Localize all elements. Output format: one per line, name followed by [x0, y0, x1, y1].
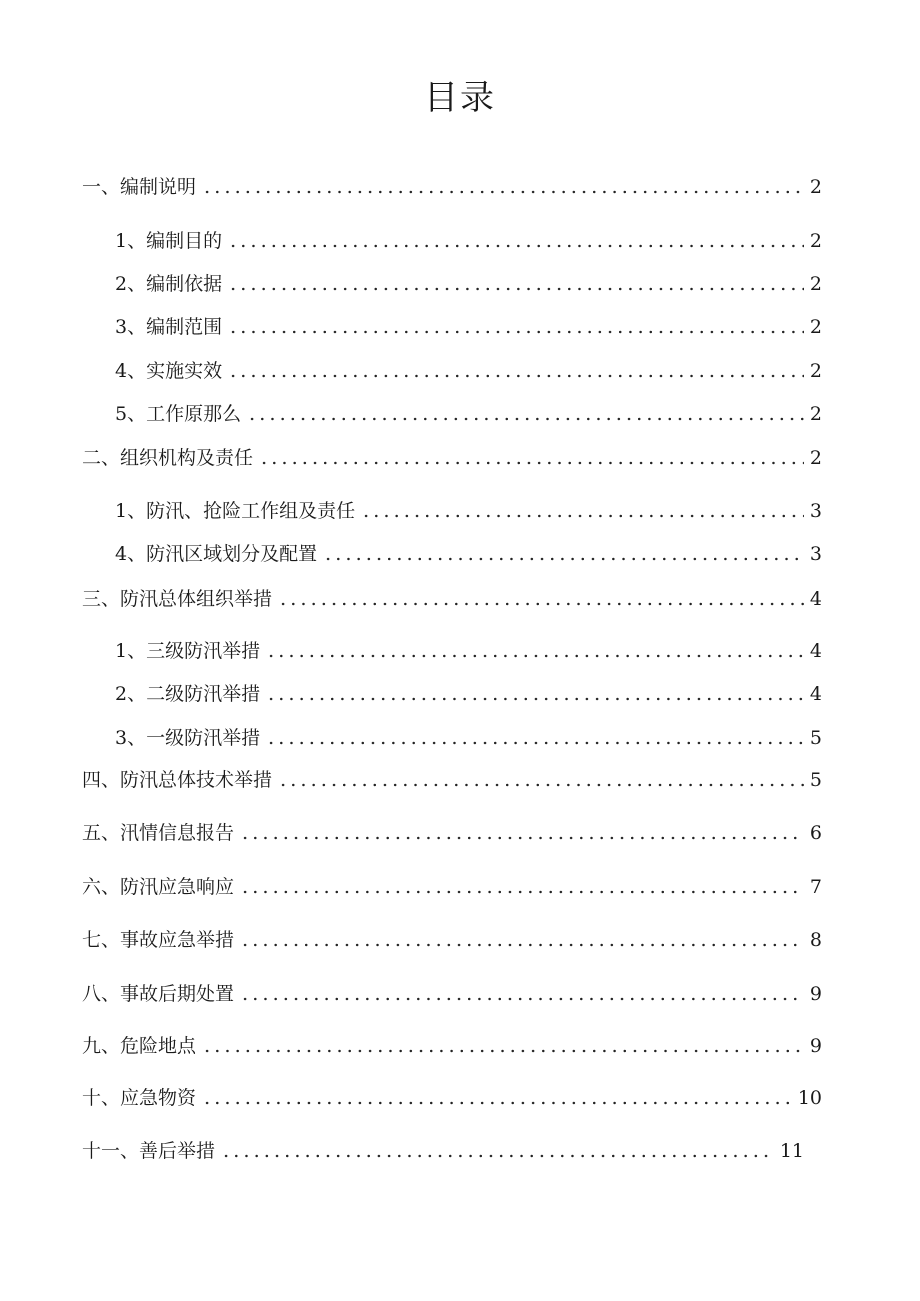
toc-entry[interactable]	[82, 926, 822, 954]
dot-leader	[202, 1100, 792, 1106]
toc-entry[interactable]	[115, 637, 822, 665]
toc-entry-label: 5、工作原那么	[115, 403, 242, 425]
toc-entry-page: 2	[809, 360, 822, 382]
toc-entry-page: 4	[809, 683, 822, 705]
dot-leader	[240, 996, 804, 1002]
dot-leader	[278, 782, 804, 788]
toc-entry[interactable]	[115, 680, 822, 708]
toc-entry-label: 2、编制依据	[115, 273, 223, 295]
toc-entry-page: 3	[809, 500, 822, 522]
toc-entry-page: 4	[809, 640, 822, 662]
toc-entry[interactable]	[82, 444, 822, 472]
dot-leader	[266, 740, 804, 746]
toc-entry-page: 10	[797, 1087, 822, 1109]
dot-leader	[247, 416, 804, 422]
dot-leader	[266, 653, 804, 659]
toc-entry[interactable]	[115, 313, 822, 341]
toc-entry-page: 2	[809, 316, 822, 338]
toc-entry[interactable]	[115, 270, 822, 298]
dot-leader	[240, 942, 804, 948]
toc-entry-page: 4	[809, 588, 822, 610]
dot-leader	[228, 286, 804, 292]
toc-entry-label: 九、危险地点	[82, 1035, 197, 1057]
toc-entry-label: 十一、善后举措	[82, 1140, 216, 1162]
toc-entry[interactable]	[115, 540, 822, 568]
dot-leader	[221, 1153, 774, 1159]
toc-entry-label: 四、防汛总体技术举措	[82, 769, 273, 791]
dot-leader	[202, 189, 804, 195]
toc-entry[interactable]	[82, 766, 822, 794]
toc-entry[interactable]	[82, 1084, 822, 1112]
toc-entry-page: 9	[809, 983, 822, 1005]
dot-leader	[361, 513, 804, 519]
dot-leader	[228, 243, 804, 249]
toc-entry-label: 3、一级防汛举措	[115, 727, 261, 749]
toc-entry-page: 8	[809, 929, 822, 951]
dot-leader	[240, 889, 804, 895]
toc-entry-page: 2	[809, 447, 822, 469]
toc-entry-label: 二、组织机构及责任	[82, 447, 254, 469]
dot-leader	[266, 696, 804, 702]
toc-entry[interactable]	[82, 173, 822, 201]
toc-entry-label: 六、防汛应急响应	[82, 876, 235, 898]
toc-entry-page: 5	[809, 769, 822, 791]
dot-leader	[228, 373, 804, 379]
toc-entry[interactable]	[82, 819, 822, 847]
dot-leader	[323, 556, 804, 562]
toc-entry-page: 9	[809, 1035, 822, 1057]
toc-entry-label: 1、编制目的	[115, 230, 223, 252]
toc-entry-label: 3、编制范围	[115, 316, 223, 338]
toc-entry-label: 十、应急物资	[82, 1087, 197, 1109]
toc-entry-page: 11	[779, 1140, 804, 1162]
toc-entry-page: 6	[809, 822, 822, 844]
toc-entry-page: 7	[809, 876, 822, 898]
dot-leader	[259, 460, 804, 466]
dot-leader	[228, 329, 804, 335]
toc-entry-label: 1、防汛、抢险工作组及责任	[115, 500, 356, 522]
toc-entry-label: 4、防汛区域划分及配置	[115, 543, 318, 565]
toc-entry-label: 4、实施实效	[115, 360, 223, 382]
toc-entry-page: 2	[809, 273, 822, 295]
toc-entry-page: 2	[809, 403, 822, 425]
toc-entry-page: 2	[809, 230, 822, 252]
toc-entry[interactable]	[115, 357, 822, 385]
dot-leader	[240, 835, 804, 841]
toc-entry[interactable]	[115, 724, 822, 752]
toc-entry[interactable]	[82, 585, 822, 613]
toc-entry-page: 2	[809, 176, 822, 198]
toc-entry[interactable]	[115, 227, 822, 255]
toc-entry-label: 2、二级防汛举措	[115, 683, 261, 705]
toc-entry-page: 3	[809, 543, 822, 565]
toc-entry[interactable]	[82, 873, 822, 901]
toc-entry[interactable]	[82, 1032, 822, 1060]
toc-entry[interactable]	[115, 400, 822, 428]
dot-leader	[202, 1048, 804, 1054]
toc-entry-label: 1、三级防汛举措	[115, 640, 261, 662]
toc-entry-label: 八、事故后期处置	[82, 983, 235, 1005]
toc-entry-page: 5	[809, 727, 822, 749]
toc-entry-label: 一、编制说明	[82, 176, 197, 198]
toc-entry-label: 五、汛情信息报告	[82, 822, 235, 844]
toc-entry-label: 七、事故应急举措	[82, 929, 235, 951]
page-title: 目录	[424, 78, 496, 118]
dot-leader	[278, 601, 804, 607]
toc-entry[interactable]	[82, 980, 822, 1008]
toc-entry-label: 三、防汛总体组织举措	[82, 588, 273, 610]
toc-entry[interactable]	[115, 497, 822, 525]
toc-entry[interactable]	[82, 1137, 804, 1165]
